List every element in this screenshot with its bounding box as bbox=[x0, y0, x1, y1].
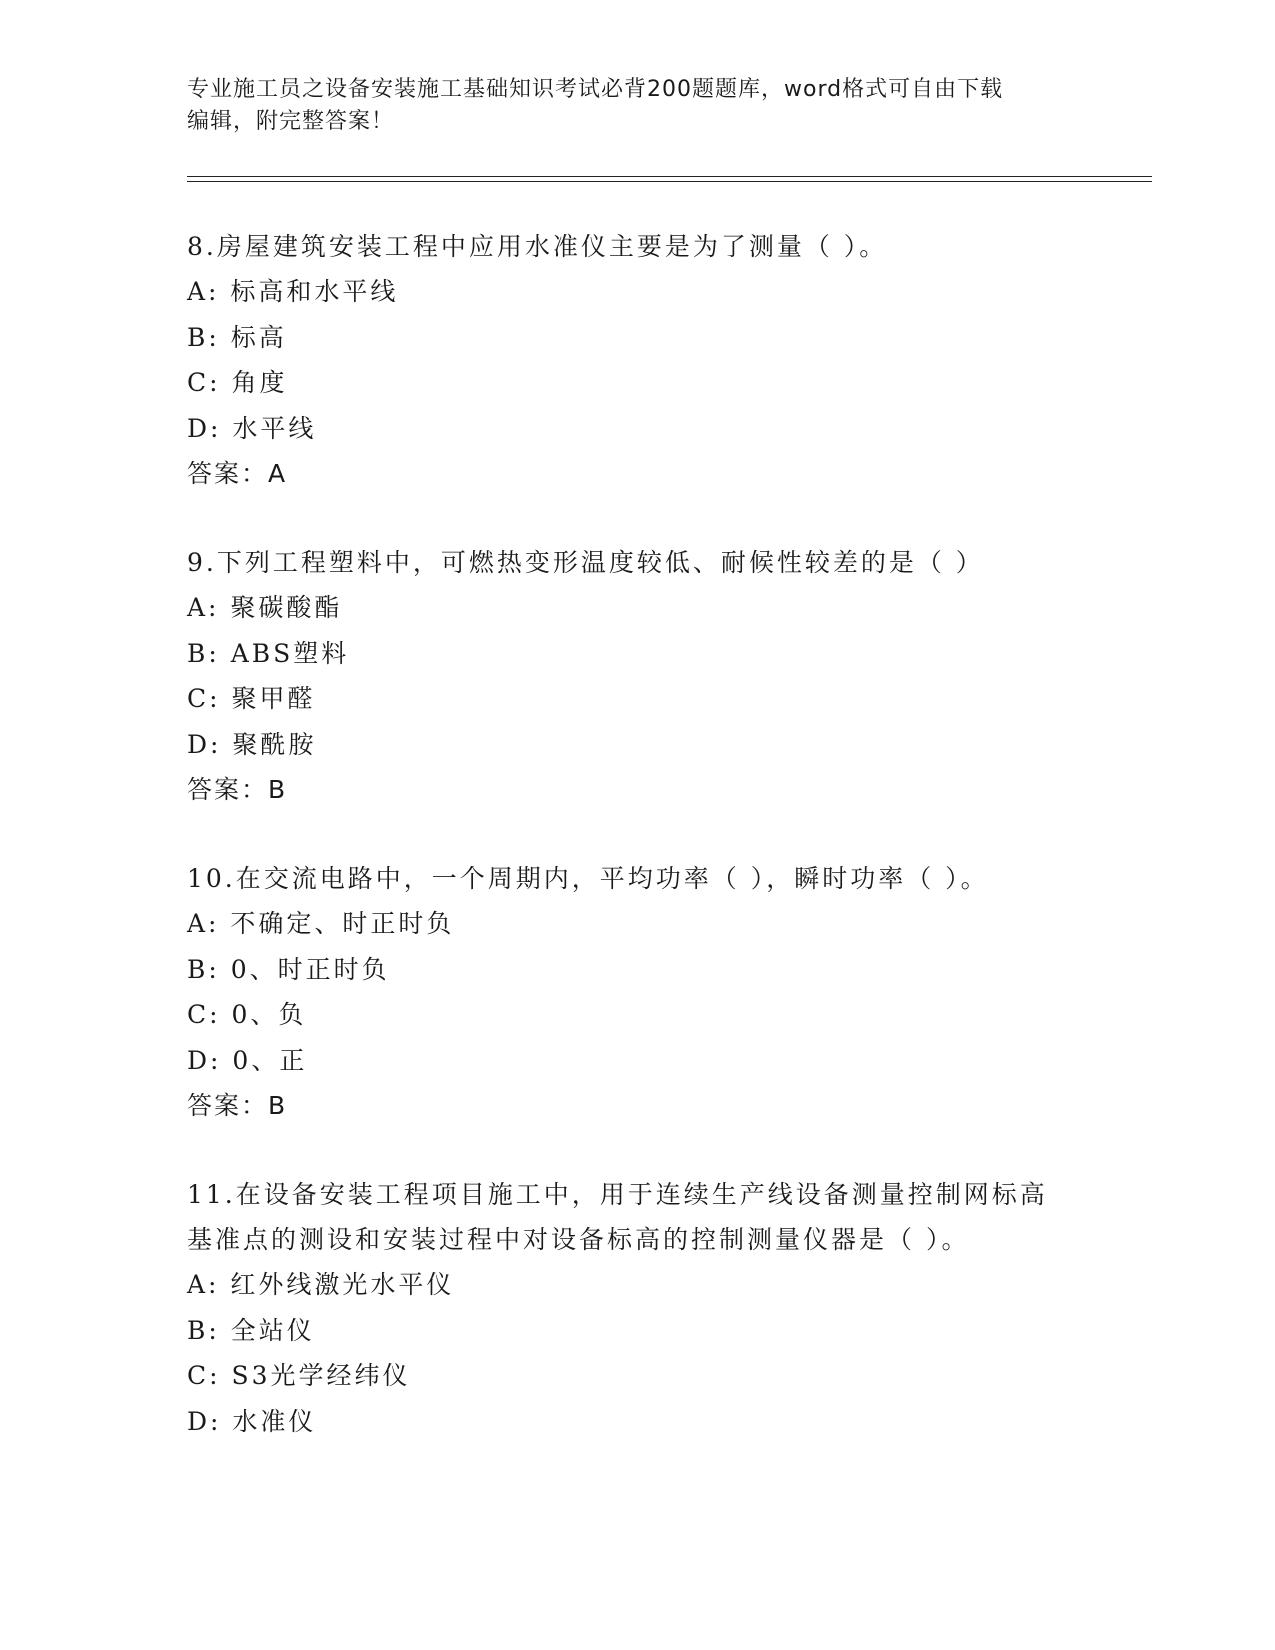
option-b: B: ABS塑料 bbox=[187, 638, 350, 668]
option-a: A: 标高和水平线 bbox=[187, 277, 399, 306]
question-10 bbox=[187, 856, 1087, 1128]
question-stem: 9.下列工程塑料中，可燃热变形温度较低、耐候性较差的是（ ） bbox=[187, 548, 984, 577]
question-9 bbox=[187, 540, 1087, 812]
option-c: C: 0、负 bbox=[187, 1000, 307, 1029]
option-a: A: 聚碳酸酯 bbox=[187, 593, 343, 622]
question-8 bbox=[187, 224, 1087, 496]
header-title-line-1: 专业施工员之设备安装施工基础知识考试必背200题题库，word格式可自由下载 bbox=[187, 77, 1004, 102]
question-stem: 8.房屋建筑安装工程中应用水准仪主要是为了测量（ ）。 bbox=[187, 232, 888, 261]
option-a: A: 不确定、时正时负 bbox=[187, 909, 455, 938]
option-b: B: 全站仪 bbox=[187, 1315, 315, 1345]
option-a: A: 红外线激光水平仪 bbox=[187, 1270, 455, 1299]
document-header bbox=[187, 74, 1087, 138]
answer: 答案：B bbox=[187, 1091, 288, 1120]
answer: 答案：A bbox=[187, 459, 288, 488]
option-c: C: 角度 bbox=[187, 368, 288, 397]
option-d: D: 0、正 bbox=[187, 1045, 308, 1075]
header-divider-bottom bbox=[187, 181, 1152, 182]
option-b: B: 0、时正时负 bbox=[187, 954, 390, 984]
question-stem-line-2: 基准点的测设和安装过程中对设备标高的控制测量仪器是（ ）。 bbox=[187, 1225, 970, 1254]
option-d: D: 水平线 bbox=[187, 413, 317, 443]
answer: 答案：B bbox=[187, 775, 288, 804]
header-title-line-2: 编辑，附完整答案！ bbox=[187, 109, 395, 134]
option-d: D: 水准仪 bbox=[187, 1406, 317, 1436]
option-c: C: S3光学经纬仪 bbox=[187, 1361, 411, 1390]
header-divider-top bbox=[187, 176, 1152, 177]
question-stem-line-1: 11.在设备安装工程项目施工中，用于连续生产线设备测量控制网标高 bbox=[187, 1180, 1048, 1209]
option-b: B: 标高 bbox=[187, 322, 287, 352]
option-d: D: 聚酰胺 bbox=[187, 729, 317, 759]
question-11 bbox=[187, 1172, 1087, 1444]
option-c: C: 聚甲醛 bbox=[187, 684, 316, 713]
question-stem: 10.在交流电路中，一个周期内，平均功率（ ），瞬时功率（ ）。 bbox=[187, 864, 989, 893]
